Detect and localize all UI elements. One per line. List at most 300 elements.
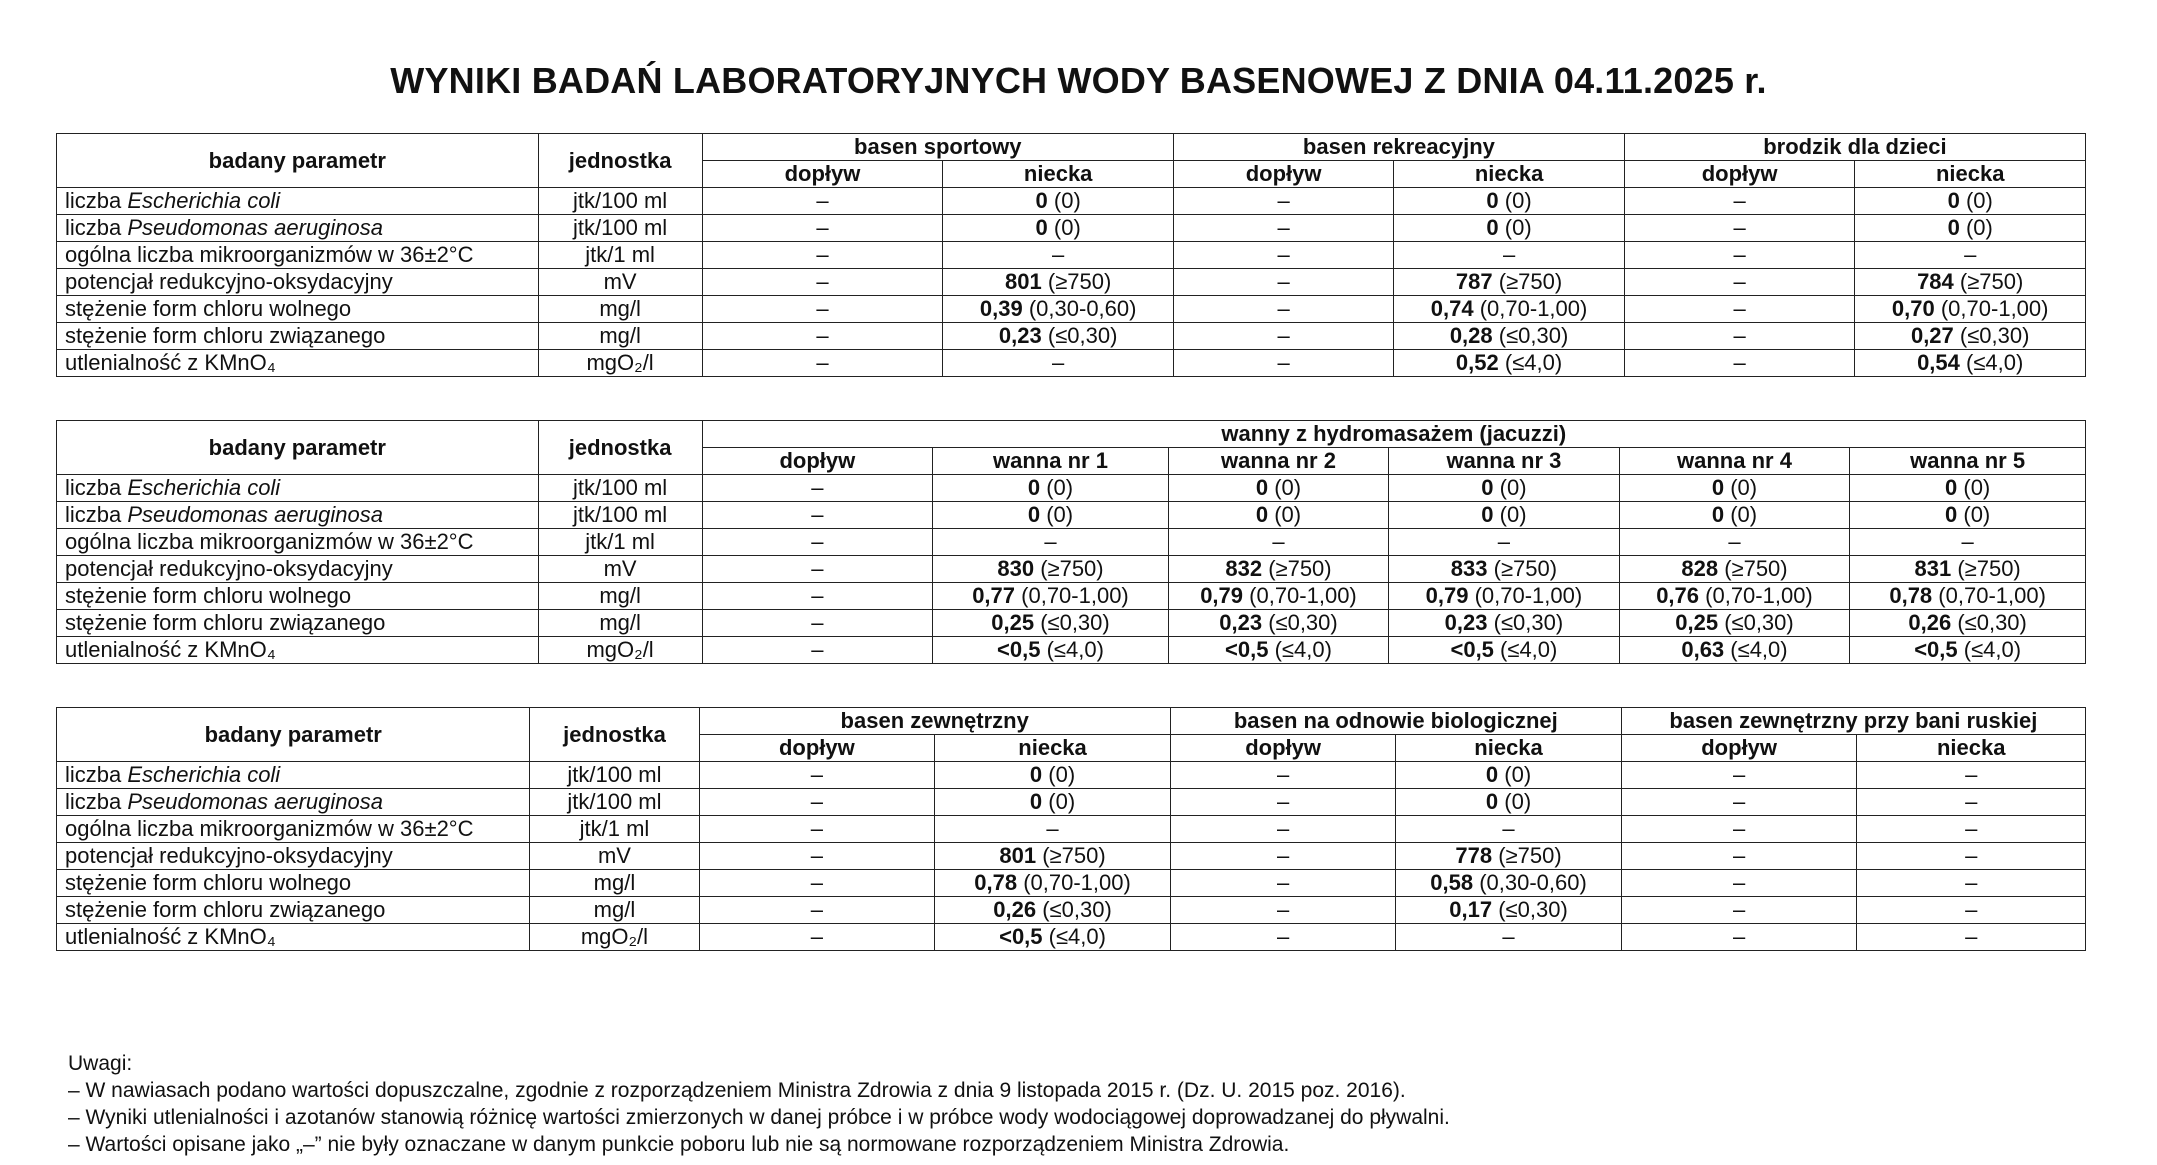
table-row: [57, 762, 2086, 789]
permissible-limit: (≤0,30): [1724, 610, 1794, 635]
param-unit: jtk/1 ml: [530, 816, 699, 843]
param-name: [57, 529, 539, 556]
result-cell: [1170, 924, 1395, 951]
result-cell: [1619, 637, 1850, 664]
not-measured-dash: –: [1961, 529, 1974, 554]
not-measured-dash: –: [1733, 269, 1746, 294]
result-cell: [1624, 350, 1855, 377]
result-cell: [1394, 188, 1625, 215]
result-cell: [933, 475, 1169, 502]
pool-group-header: basen sportowy: [702, 134, 1173, 161]
result-cell: [1855, 188, 2086, 215]
param-unit: mgO₂/l: [538, 637, 702, 664]
permissible-limit: (0): [1730, 475, 1758, 500]
not-measured-dash: –: [1728, 529, 1741, 554]
not-measured-dash: –: [1277, 269, 1290, 294]
permissible-limit: (0): [1504, 215, 1532, 240]
not-measured-dash: –: [816, 215, 829, 240]
result-cell: [702, 475, 933, 502]
permissible-limit: (0,70-1,00): [1023, 870, 1131, 895]
param-unit: jtk/1 ml: [538, 529, 702, 556]
param-name: [57, 924, 530, 951]
permissible-limit: (≤4,0): [1966, 350, 2024, 375]
sampling-point-header: dopływ: [1173, 161, 1393, 188]
result-cell: [1621, 897, 1857, 924]
result-cell: [1396, 789, 1621, 816]
result-value: 0: [1027, 475, 1041, 500]
param-name: [57, 269, 539, 296]
table-row: [57, 296, 2086, 323]
result-value: 0: [1035, 215, 1048, 240]
not-measured-dash: –: [1733, 323, 1746, 348]
permissible-limit: (0): [1048, 762, 1076, 787]
result-cell: [1389, 475, 1620, 502]
header-row: [57, 134, 2086, 161]
result-cell: [1168, 610, 1388, 637]
results-table-outdoor: [56, 707, 2086, 951]
result-cell: [1619, 583, 1850, 610]
not-measured-dash: –: [1733, 242, 1746, 267]
result-cell: [1855, 296, 2086, 323]
not-measured-dash: –: [1276, 870, 1290, 895]
param-name-text: liczba: [65, 789, 128, 814]
result-cell: [935, 924, 1171, 951]
not-measured-dash: –: [1733, 350, 1746, 375]
result-value: <0,5: [1914, 637, 1958, 662]
result-value: 0: [1947, 215, 1960, 240]
table-row: [57, 323, 2086, 350]
sampling-point-header: dopływ: [702, 161, 943, 188]
result-cell: [943, 269, 1174, 296]
result-value: 0,78: [1889, 583, 1933, 608]
result-cell: [1170, 789, 1395, 816]
result-cell: [1396, 924, 1621, 951]
result-cell: [699, 843, 935, 870]
result-cell: [702, 188, 943, 215]
result-cell: [1170, 843, 1395, 870]
permissible-limit: (≥750): [1493, 556, 1558, 581]
not-measured-dash: –: [1276, 762, 1290, 787]
table-row: [57, 816, 2086, 843]
not-measured-dash: –: [1276, 897, 1290, 922]
sampling-point-header: niecka: [1394, 161, 1625, 188]
result-cell: [1170, 816, 1395, 843]
permissible-limit: (≥750): [1498, 843, 1562, 868]
not-measured-dash: –: [1277, 242, 1290, 267]
param-name: [57, 242, 539, 269]
result-cell: [933, 637, 1169, 664]
result-cell: [1855, 242, 2086, 269]
permissible-limit: (0): [1053, 188, 1081, 213]
result-value: 833: [1450, 556, 1488, 581]
result-cell: [1394, 269, 1625, 296]
result-cell: [935, 762, 1171, 789]
permissible-limit: (≤0,30): [1042, 897, 1112, 922]
param-name-text: potencjał redukcyjno-oksydacyjny: [65, 843, 393, 868]
result-cell: [1624, 296, 1855, 323]
param-name-text: stężenie form chloru związanego: [65, 897, 386, 922]
not-measured-dash: –: [1732, 897, 1746, 922]
result-cell: [1621, 789, 1857, 816]
result-cell: [935, 789, 1171, 816]
param-name: [57, 296, 539, 323]
result-value: 832: [1225, 556, 1263, 581]
not-measured-dash: –: [1502, 924, 1515, 949]
result-value: 787: [1455, 269, 1493, 294]
result-cell: [1394, 215, 1625, 242]
result-value: 0: [1711, 502, 1725, 527]
result-cell: [943, 350, 1174, 377]
param-name: [57, 762, 530, 789]
result-value: 0,26: [1908, 610, 1952, 635]
permissible-limit: (0,70-1,00): [1705, 583, 1813, 608]
permissible-limit: (0,70-1,00): [1479, 296, 1588, 321]
param-unit: mg/l: [538, 583, 702, 610]
result-cell: [943, 296, 1174, 323]
param-header: badany parametr: [57, 421, 539, 475]
result-cell: [1855, 215, 2086, 242]
not-measured-dash: –: [810, 816, 823, 841]
result-cell: [1850, 583, 2086, 610]
result-cell: [702, 242, 943, 269]
result-cell: [1624, 269, 1855, 296]
result-cell: [1624, 188, 1855, 215]
result-cell: [699, 897, 935, 924]
param-name: [57, 610, 539, 637]
param-name-text: liczba: [65, 475, 128, 500]
result-cell: [1857, 762, 2086, 789]
permissible-limit: (≥750): [1040, 556, 1104, 581]
permissible-limit: (≤4,0): [1274, 637, 1332, 662]
result-cell: [1168, 556, 1388, 583]
result-cell: [1170, 897, 1395, 924]
result-value: 801: [1005, 269, 1042, 294]
result-cell: [702, 215, 943, 242]
result-cell: [1394, 323, 1625, 350]
result-cell: [943, 323, 1174, 350]
not-measured-dash: –: [810, 870, 823, 895]
not-measured-dash: –: [1964, 242, 1977, 267]
result-cell: [1389, 610, 1620, 637]
result-cell: [1396, 897, 1621, 924]
param-name-text: stężenie form chloru związanego: [65, 610, 386, 635]
param-name-text: liczba: [65, 762, 128, 787]
result-cell: [702, 350, 943, 377]
result-value: 0,17: [1449, 897, 1493, 922]
param-name-text: ogólna liczba mikroorganizmów w 36±2°C: [65, 242, 474, 267]
param-unit: mg/l: [538, 296, 702, 323]
result-value: <0,5: [1450, 637, 1494, 662]
result-value: 0: [1947, 188, 1960, 213]
param-unit: mgO₂/l: [538, 350, 702, 377]
permissible-limit: (≤0,30): [1493, 610, 1564, 635]
table-row: [57, 870, 2086, 897]
not-measured-dash: –: [816, 269, 829, 294]
param-name-text: ogólna liczba mikroorganizmów w 36±2°C: [65, 529, 474, 554]
not-measured-dash: –: [1732, 924, 1746, 949]
sampling-point-header: niecka: [1855, 161, 2086, 188]
note-line: – Wyniki utlenialności i azotanów stanowią różnicę wartości zmierzonych w danej próbce i w próbce wody wodociągowej doprowadzanej do pływalni.: [68, 1106, 1450, 1129]
param-name-text: utlenialność z KMnO₄: [65, 924, 276, 949]
result-value: 0,74: [1430, 296, 1474, 321]
param-name-species: Pseudomonas aeruginosa: [127, 215, 383, 240]
param-name: [57, 188, 539, 215]
result-value: 0,26: [993, 897, 1037, 922]
permissible-limit: (≤0,30): [1498, 323, 1569, 348]
table-row: [57, 215, 2086, 242]
result-cell: [1396, 816, 1621, 843]
not-measured-dash: –: [1733, 215, 1746, 240]
param-name: [57, 789, 530, 816]
result-cell: [1168, 637, 1388, 664]
permissible-limit: (≤4,0): [1730, 637, 1788, 662]
result-cell: [1170, 762, 1395, 789]
result-value: <0,5: [997, 637, 1041, 662]
permissible-limit: (0): [1053, 215, 1081, 240]
param-name: [57, 556, 539, 583]
permissible-limit: (0,30-0,60): [1479, 870, 1587, 895]
result-cell: [933, 583, 1169, 610]
param-unit: mgO₂/l: [530, 924, 699, 951]
not-measured-dash: –: [816, 188, 829, 213]
permissible-limit: (0,30-0,60): [1028, 296, 1137, 321]
not-measured-dash: –: [811, 529, 824, 554]
result-cell: [1850, 502, 2086, 529]
not-measured-dash: –: [810, 843, 823, 868]
result-value: 0,78: [974, 870, 1018, 895]
param-name-species: Escherichia coli: [127, 188, 281, 213]
result-cell: [1396, 762, 1621, 789]
sampling-point-header: wanna nr 2: [1168, 448, 1388, 475]
permissible-limit: (≥750): [1957, 556, 2021, 581]
sampling-point-header: dopływ: [1624, 161, 1855, 188]
result-value: 0,76: [1656, 583, 1700, 608]
result-value: 0: [1035, 188, 1048, 213]
result-cell: [1621, 843, 1857, 870]
param-name-species: Escherichia coli: [127, 475, 281, 500]
table-row: [57, 610, 2086, 637]
results-table-pools: [56, 133, 2086, 377]
result-cell: [1619, 556, 1850, 583]
result-cell: [933, 610, 1169, 637]
result-cell: [1621, 924, 1857, 951]
result-value: 0: [1255, 502, 1269, 527]
table-row: [57, 897, 2086, 924]
result-cell: [1624, 215, 1855, 242]
permissible-limit: (0): [1965, 188, 1993, 213]
result-cell: [1619, 610, 1850, 637]
result-cell: [1850, 529, 2086, 556]
param-unit: jtk/100 ml: [538, 188, 702, 215]
result-cell: [1168, 475, 1388, 502]
result-value: 0,77: [972, 583, 1016, 608]
not-measured-dash: –: [1732, 762, 1746, 787]
sampling-point-header: niecka: [935, 735, 1171, 762]
result-cell: [1619, 475, 1850, 502]
result-cell: [935, 843, 1171, 870]
not-measured-dash: –: [1277, 350, 1290, 375]
permissible-limit: (0): [1046, 502, 1074, 527]
result-cell: [1621, 870, 1857, 897]
pool-group-header: wanny z hydromasażem (jacuzzi): [702, 421, 2085, 448]
permissible-limit: (≤0,30): [1047, 323, 1118, 348]
param-name: [57, 897, 530, 924]
not-measured-dash: –: [816, 323, 829, 348]
note-line: – Wartości opisane jako „–” nie były oznaczane w danym punkcie poboru lub nie są normowane rozporządzeniem Ministra Zdrowia.: [68, 1133, 1290, 1156]
result-cell: [1857, 843, 2086, 870]
param-name-species: Escherichia coli: [127, 762, 281, 787]
result-cell: [935, 897, 1171, 924]
result-value: 0: [1027, 502, 1041, 527]
permissible-limit: (0,70-1,00): [1940, 296, 2049, 321]
result-value: 0,54: [1917, 350, 1960, 375]
result-cell: [1168, 529, 1388, 556]
result-cell: [943, 242, 1174, 269]
not-measured-dash: –: [810, 789, 823, 814]
result-cell: [699, 762, 935, 789]
param-name-text: ogólna liczba mikroorganizmów w 36±2°C: [65, 816, 474, 841]
not-measured-dash: –: [1732, 789, 1746, 814]
table-row: [57, 556, 2086, 583]
param-name-text: utlenialność z KMnO₄: [65, 637, 276, 662]
not-measured-dash: –: [1965, 789, 1978, 814]
table-row: [57, 789, 2086, 816]
param-name-text: utlenialność z KMnO₄: [65, 350, 276, 375]
result-cell: [1857, 870, 2086, 897]
result-cell: [1389, 529, 1620, 556]
result-value: 784: [1917, 269, 1954, 294]
sampling-point-header: niecka: [943, 161, 1174, 188]
param-unit: mg/l: [538, 610, 702, 637]
permissible-limit: (≤0,30): [1957, 610, 2027, 635]
permissible-limit: (0): [1504, 762, 1532, 787]
result-cell: [1173, 323, 1393, 350]
param-name: [57, 215, 539, 242]
permissible-limit: (0): [1046, 475, 1074, 500]
result-value: 0: [1485, 762, 1499, 787]
unit-header: jednostka: [538, 134, 702, 188]
result-cell: [699, 789, 935, 816]
table-row: [57, 350, 2086, 377]
permissible-limit: (≤4,0): [1500, 637, 1558, 662]
permissible-limit: (≤4,0): [1046, 637, 1104, 662]
result-cell: [1619, 529, 1850, 556]
result-value: 0,23: [998, 323, 1042, 348]
result-value: 0: [1945, 502, 1958, 527]
param-unit: jtk/100 ml: [530, 789, 699, 816]
result-cell: [1855, 323, 2086, 350]
result-cell: [935, 816, 1171, 843]
permissible-limit: (0): [1963, 502, 1991, 527]
result-cell: [1396, 870, 1621, 897]
not-measured-dash: –: [1965, 897, 1978, 922]
not-measured-dash: –: [1277, 215, 1290, 240]
notes-heading: Uwagi:: [68, 1052, 133, 1075]
result-cell: [933, 529, 1169, 556]
result-cell: [1389, 556, 1620, 583]
permissible-limit: (0,70-1,00): [1938, 583, 2046, 608]
sampling-point-header: dopływ: [1621, 735, 1857, 762]
param-name-text: stężenie form chloru wolnego: [65, 870, 352, 895]
not-measured-dash: –: [1733, 188, 1746, 213]
sampling-point-header: niecka: [1857, 735, 2086, 762]
pool-group-header: brodzik dla dzieci: [1624, 134, 2085, 161]
result-cell: [933, 556, 1169, 583]
not-measured-dash: –: [1277, 323, 1290, 348]
not-measured-dash: –: [1276, 924, 1290, 949]
result-cell: [702, 610, 933, 637]
result-value: 0,79: [1200, 583, 1244, 608]
not-measured-dash: –: [810, 897, 823, 922]
result-cell: [1168, 502, 1388, 529]
not-measured-dash: –: [1052, 242, 1065, 267]
not-measured-dash: –: [811, 502, 824, 527]
param-unit: mg/l: [530, 897, 699, 924]
table-row: [57, 637, 2086, 664]
result-cell: [1394, 242, 1625, 269]
sampling-point-header: wanna nr 3: [1389, 448, 1620, 475]
param-unit: jtk/1 ml: [538, 242, 702, 269]
result-cell: [1170, 870, 1395, 897]
permissible-limit: (≥750): [1268, 556, 1332, 581]
permissible-limit: (0): [1274, 475, 1302, 500]
result-cell: [1855, 350, 2086, 377]
result-cell: [1168, 583, 1388, 610]
not-measured-dash: –: [1044, 529, 1057, 554]
permissible-limit: (0): [1274, 502, 1302, 527]
result-cell: [1173, 350, 1393, 377]
result-cell: [1621, 816, 1857, 843]
param-header: badany parametr: [57, 134, 539, 188]
result-cell: [699, 924, 935, 951]
permissible-limit: (0): [1504, 789, 1532, 814]
not-measured-dash: –: [1965, 870, 1978, 895]
not-measured-dash: –: [1276, 789, 1290, 814]
not-measured-dash: –: [1965, 843, 1978, 868]
pool-group-header: basen na odnowie biologicznej: [1170, 708, 1621, 735]
table-row: [57, 188, 2086, 215]
result-value: <0,5: [999, 924, 1043, 949]
unit-header: jednostka: [530, 708, 699, 762]
not-measured-dash: –: [1276, 843, 1290, 868]
not-measured-dash: –: [816, 242, 829, 267]
permissible-limit: (≥750): [1498, 269, 1563, 294]
param-name-species: Pseudomonas aeruginosa: [127, 502, 383, 527]
param-header: badany parametr: [57, 708, 530, 762]
pool-group-header: basen zewnętrzny przy bani ruskiej: [1621, 708, 2085, 735]
result-cell: [1173, 296, 1393, 323]
unit-header: jednostka: [538, 421, 702, 475]
result-value: 0,25: [991, 610, 1035, 635]
param-name-text: liczba: [65, 215, 128, 240]
param-unit: mV: [530, 843, 699, 870]
result-value: 0,79: [1425, 583, 1469, 608]
not-measured-dash: –: [811, 583, 824, 608]
permissible-limit: (≤0,30): [1498, 897, 1568, 922]
result-cell: [1173, 242, 1393, 269]
result-cell: [1173, 188, 1393, 215]
table-row: [57, 583, 2086, 610]
results-table-jacuzzi: [56, 420, 2086, 664]
header-row: [57, 708, 2086, 735]
sampling-point-header: niecka: [1396, 735, 1621, 762]
sampling-point-header: dopływ: [699, 735, 935, 762]
result-cell: [702, 323, 943, 350]
permissible-limit: (≥750): [1724, 556, 1788, 581]
result-value: <0,5: [1225, 637, 1269, 662]
permissible-limit: (≥750): [1042, 843, 1106, 868]
not-measured-dash: –: [1733, 296, 1746, 321]
